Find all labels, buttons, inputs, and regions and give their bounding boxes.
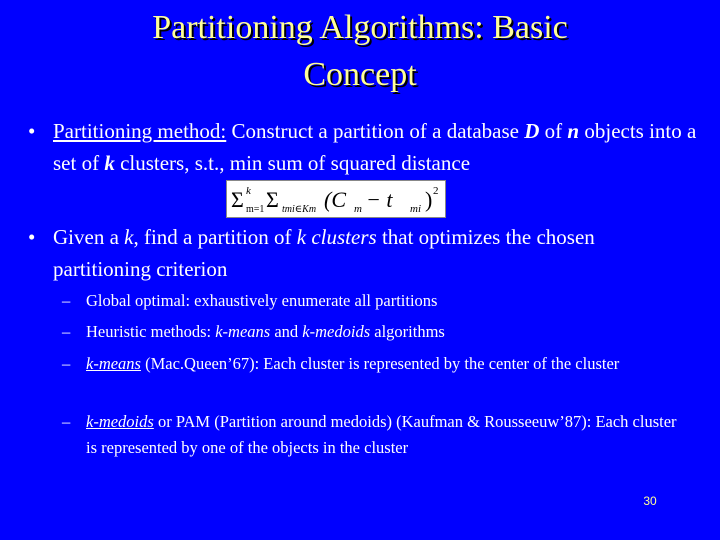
formula-minus: − t	[366, 187, 393, 212]
page-number: 30	[643, 494, 657, 508]
kmedoids-link[interactable]: k-medoids	[86, 412, 154, 431]
dash-marker: –	[62, 291, 71, 310]
sigma-lower-limit: m=1	[246, 204, 265, 215]
sub-bullet-kmedoids	[62, 409, 677, 461]
sub-text-part: (Mac.Queen’67): Each cluster is represented by the center of the cluster	[140, 354, 620, 373]
sigma-upper-limit: k	[246, 185, 251, 197]
sub-bullet-heuristic-methods	[62, 319, 677, 345]
sigma-symbol: Σ	[231, 187, 244, 212]
title-line-1: Partitioning Algorithms: Basic	[152, 9, 568, 46]
bullet-text-part: objects into a set of	[53, 119, 697, 175]
bullet-text-part: , find a partition of	[133, 225, 297, 249]
sigma-symbol: Σ	[266, 187, 279, 212]
var-D: D	[524, 119, 540, 143]
sub-bullet-text	[86, 409, 677, 461]
formula-svg	[227, 181, 445, 217]
var-k: k	[124, 225, 134, 249]
sub-text-part: and	[270, 322, 303, 341]
var-k: k	[104, 151, 115, 175]
sub-text-part: algorithms	[370, 322, 445, 341]
bullet-text-part: Construct a partition of a database	[226, 119, 525, 143]
formula-subscript: mi	[410, 203, 421, 215]
bullet-text-part: clusters, s.t., min sum of squared distance	[114, 151, 471, 175]
sub-bullet-text: Global optimal: exhaustively enumerate all partitions	[86, 291, 438, 310]
bullet-text	[53, 115, 698, 179]
bullet-marker: •	[28, 119, 36, 143]
partitioning-method-link[interactable]: Partitioning method:	[53, 119, 227, 143]
dash-marker: –	[62, 412, 71, 431]
formula-close-paren: )	[425, 187, 433, 212]
bullet-text-part: of	[539, 119, 568, 143]
bullet-partitioning-method	[28, 115, 698, 179]
formula-subscript: m	[354, 203, 362, 215]
bullet-marker: •	[28, 225, 36, 249]
kmedoids-term: k-medoids	[302, 322, 371, 341]
sub-text-part: Heuristic methods:	[86, 322, 216, 341]
bullet-text	[53, 221, 698, 285]
dash-marker: –	[62, 354, 71, 373]
formula-body: (C	[324, 187, 346, 212]
sub-bullet-text	[86, 351, 677, 377]
bullet-given-k	[28, 221, 698, 285]
formula-exponent: 2	[433, 185, 439, 197]
sub-text-part: or PAM (Partition around medoids) (Kaufman & Rousseeuw’87): Each cluster is represented by one of the objects in the cluster	[86, 412, 677, 457]
slide-title	[0, 4, 720, 98]
sum-squared-distance-formula	[226, 180, 446, 218]
var-n: n	[567, 119, 580, 143]
bullet-text-part: that optimizes the chosen partitioning criterion	[53, 225, 595, 281]
kmeans-term: k-means	[215, 322, 271, 341]
dash-marker: –	[62, 322, 71, 341]
k-clusters-text: k clusters	[296, 225, 377, 249]
kmeans-link[interactable]: k-means	[86, 354, 141, 373]
sub-bullet-kmeans	[62, 351, 677, 377]
sigma-lower-limit: tmi∈Km	[282, 204, 317, 215]
bullet-text-part: Given a	[53, 225, 125, 249]
sub-bullet-text	[86, 319, 677, 345]
title-line-2: Concept	[303, 56, 417, 93]
sub-bullet-global-optimal	[62, 288, 677, 314]
